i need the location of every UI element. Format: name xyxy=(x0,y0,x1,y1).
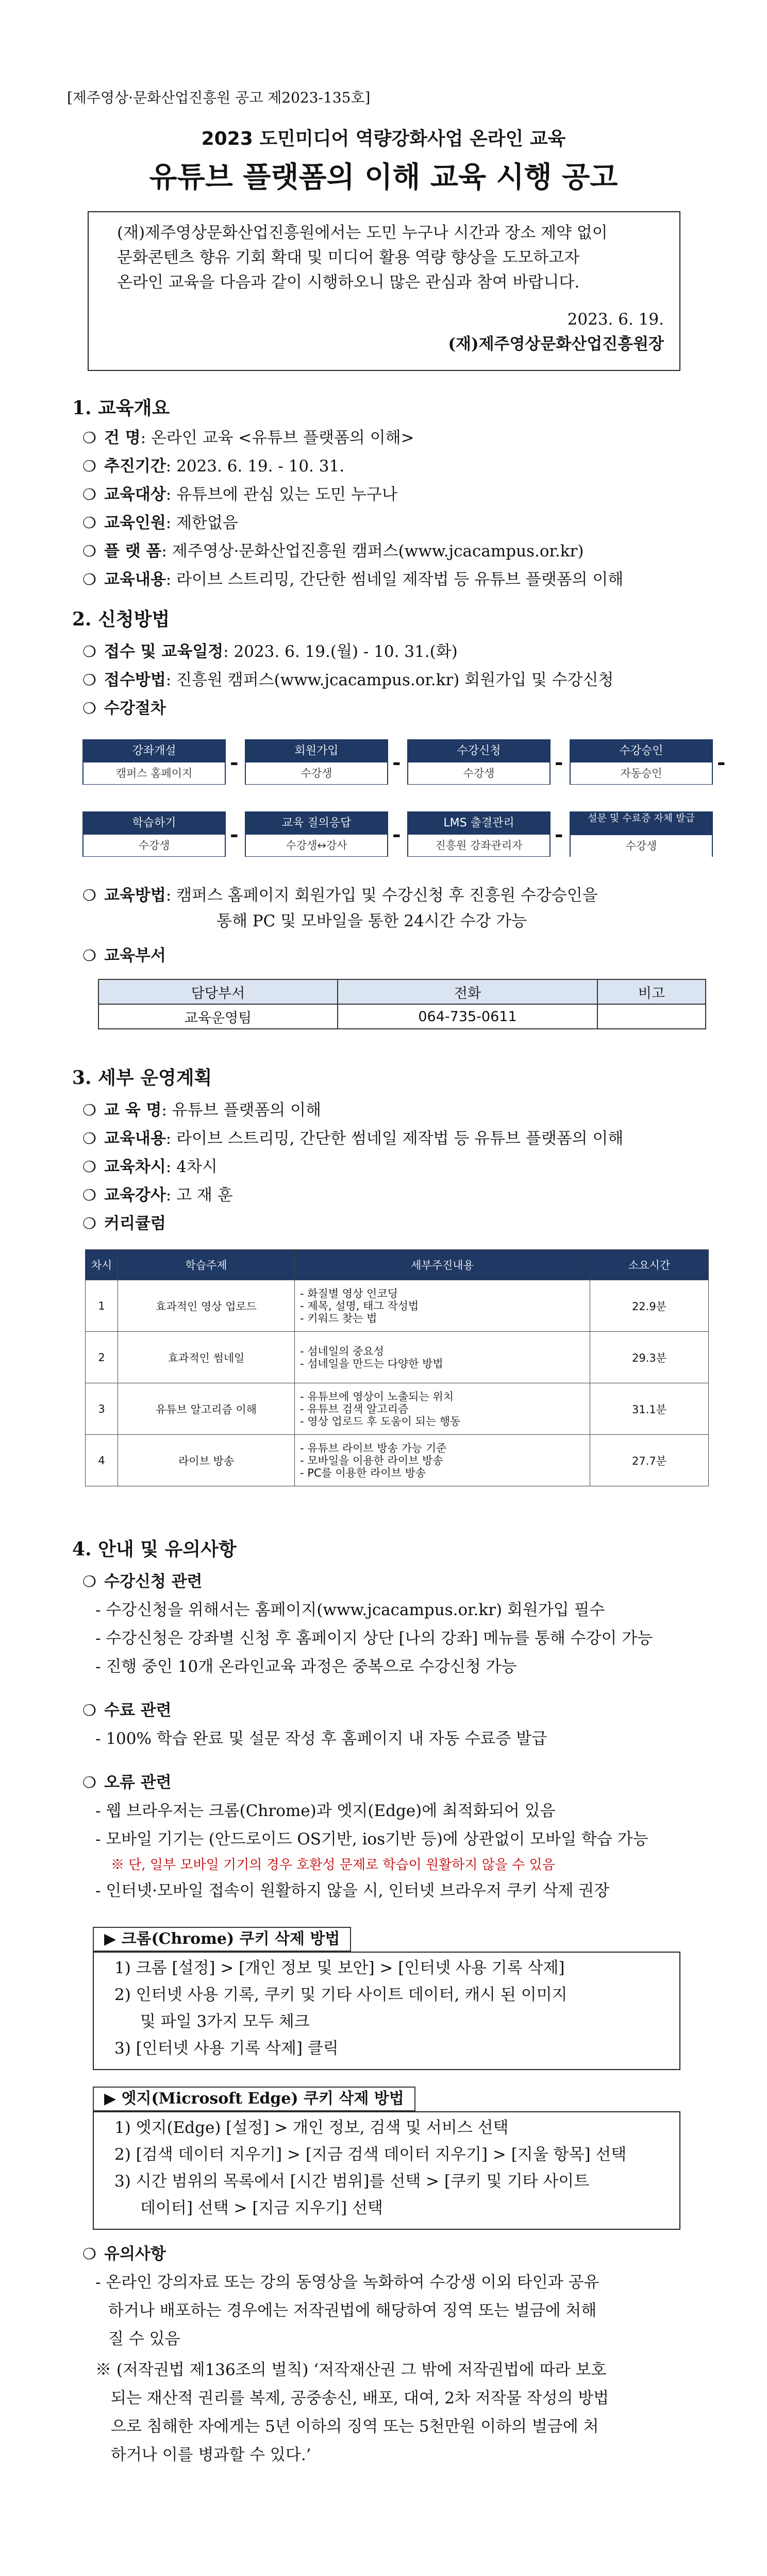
intro-date: 2023. 6. 19. xyxy=(567,310,664,329)
edu-method-line2: 통해 PC 및 모바일을 통한 24시간 수강 가능 xyxy=(216,912,527,930)
curriculum-header: 소요시간 xyxy=(590,1250,709,1280)
curriculum-header: 학습주제 xyxy=(118,1250,295,1280)
overview-item-capacity: ❍ 교육인원: 제한없음 xyxy=(82,513,238,534)
caution-title: ❍ 유의사항 xyxy=(82,2244,166,2265)
law-line: 하거나 이를 병과할 수 있다.’ xyxy=(111,2446,311,2464)
plan-item-sessions: ❍ 교육차시: 4차시 xyxy=(82,1157,218,1178)
intro-box xyxy=(88,211,680,371)
caution-line: 하거나 배포하는 경우에는 저작권법에 해당하여 징역 또는 벌금에 처해 xyxy=(108,2301,597,2320)
err-warning: ※ 단, 일부 모바일 기기의 경우 호환성 문제로 학습이 원활하지 않을 수 있음 xyxy=(111,1857,555,1873)
step-connector: - xyxy=(230,750,239,774)
overview-item-period: ❍ 추진기간: 2023. 6. 19. - 10. 31. xyxy=(82,456,344,477)
edge-tab: ▶ 엣지(Microsoft Edge) 쿠키 삭제 방법 xyxy=(93,2087,415,2111)
section-3-title: 3. 세부 운영계획 xyxy=(72,1067,212,1089)
process-step: 수강승인 자동승인 xyxy=(570,739,713,785)
edge-step: 3) 시간 범위의 목록에서 [시간 범위]를 선택 > [쿠키 및 기타 사이트 xyxy=(114,2172,590,2191)
section-1-title: 1. 교육개요 xyxy=(72,397,170,419)
table-row: 4 라이브 방송 - 유튜브 라이브 방송 가능 기준 - 모바일을 이용한 라이브 방송 - PC를 이용한 라이브 방송 27.7분 xyxy=(86,1435,709,1486)
law-line: ※ (저작권법 제136조의 벌칙) ‘저작재산권 그 밖에 저작권법에 따라 보호 xyxy=(95,2361,607,2379)
dept-cell: 교육운영팀 xyxy=(98,1004,338,1029)
chrome-step: 1) 크롬 [설정] > [개인 정보 및 보안] > [인터넷 사용 기록 삭제] xyxy=(114,1959,565,1977)
edge-box xyxy=(93,2111,680,2230)
dept-table xyxy=(98,979,706,1029)
table-row: 2 효과적인 썸네일 - 섬네일의 중요성 - 섬네일을 만드는 다양한 방법 29.3분 xyxy=(86,1332,709,1383)
plan-item-content: ❍ 교육내용: 라이브 스트리밍, 간단한 썸네일 제작법 등 유튜브 플랫폼의 이해 xyxy=(82,1128,623,1149)
apply-item-dept: ❍ 교육부서 xyxy=(82,945,166,967)
err-title: ❍ 오류 관련 xyxy=(82,1772,172,1793)
process-step: 강좌개설 캠퍼스 홈페이지 xyxy=(82,739,226,785)
law-line: 되는 재산적 권리를 복제, 공중송신, 배포, 대여, 2차 저작물 작성의 방법 xyxy=(111,2389,609,2408)
caution-line: - 온라인 강의자료 또는 강의 동영상을 녹화하여 수강생 이외 타인과 공유 xyxy=(95,2273,599,2292)
section-2-title: 2. 신청방법 xyxy=(72,608,170,630)
intro-line: 문화콘텐츠 향유 기회 확대 및 미디어 활용 역량 향상을 도모하고자 xyxy=(117,248,580,267)
step-connector: - xyxy=(555,822,563,846)
err-line: - 인터넷·모바일 접속이 원활하지 않을 시, 인터넷 브라우저 쿠키 삭제 권장 xyxy=(95,1882,610,1900)
chrome-tab: ▶ 크롬(Chrome) 쿠키 삭제 방법 xyxy=(93,1927,351,1952)
apply-item-schedule: ❍ 접수 및 교육일정: 2023. 6. 19.(월) - 10. 31.(화) xyxy=(82,641,458,663)
reg-line: - 수강신청을 위해서는 홈페이지(www.jcacampus.or.kr) 회원가입 필수 xyxy=(95,1601,605,1619)
chrome-step: 3) [인터넷 사용 기록 삭제] 클릭 xyxy=(114,2039,339,2058)
curriculum-header: 세부주진내용 xyxy=(295,1250,590,1280)
intro-line: (재)제주영상문화산업진흥원에서는 도민 누구나 시간과 장소 제약 없이 xyxy=(117,224,608,242)
dept-cell xyxy=(597,1004,706,1029)
notice-number: [제주영상·문화산업진흥원 공고 제2023-135호] xyxy=(67,89,371,106)
err-line: - 웹 브라우저는 크롬(Chrome)과 엣지(Edge)에 최적화되어 있음 xyxy=(95,1802,556,1820)
edge-step: 데이터] 선택 > [지금 지우기] 선택 xyxy=(140,2199,383,2217)
reg-line: - 진행 중인 10개 온라인교육 과정은 중복으로 수강신청 가능 xyxy=(95,1657,517,1676)
overview-item-target: ❍ 교육대상: 유튜브에 관심 있는 도민 누구나 xyxy=(82,484,397,505)
edge-step: 2) [검색 데이터 지우기] > [지금 검색 데이터 지우기] > [지울 항목] 선택 xyxy=(114,2145,627,2164)
dept-header: 비고 xyxy=(597,979,706,1004)
caution-line: 질 수 있음 xyxy=(108,2330,180,2348)
intro-org: (재)제주영상문화산업진흥원장 xyxy=(448,335,664,353)
process-step: 회원가입 수강생 xyxy=(245,739,388,785)
curriculum-header: 차시 xyxy=(86,1250,118,1280)
table-row: 1 효과적인 영상 업로드 - 화질별 영상 인코딩 - 제목, 설명, 태그 작성법 - 키워드 찾는 법 22.9분 xyxy=(86,1280,709,1332)
overview-item-name: ❍ 건 명: 온라인 교육 <유튜브 플랫폼의 이해> xyxy=(82,428,414,449)
process-step: LMS 출결관리 진흥원 강좌관리자 xyxy=(407,811,551,857)
cert-title: ❍ 수료 관련 xyxy=(82,1700,172,1721)
page-subtitle: 2023 도민미디어 역량강화사업 온라인 교육 xyxy=(201,128,566,149)
cert-line: - 100% 학습 완료 및 설문 작성 후 홈페이지 내 자동 수료증 발급 xyxy=(95,1730,547,1748)
edge-step: 1) 엣지(Edge) [설정] > 개인 정보, 검색 및 서비스 선택 xyxy=(114,2119,509,2137)
law-line: 으로 침해한 자에게는 5년 이하의 징역 또는 5천만원 이하의 벌금에 처 xyxy=(111,2417,599,2436)
apply-item-process: ❍ 수강절차 xyxy=(82,698,166,719)
plan-item-instructor: ❍ 교육강사: 고 재 훈 xyxy=(82,1185,233,1206)
curriculum-table xyxy=(85,1249,709,1486)
plan-item-name: ❍ 교 육 명: 유튜브 플랫폼의 이해 xyxy=(82,1100,321,1121)
step-connector: - xyxy=(230,822,239,846)
overview-item-platform: ❍ 플 랫 폼: 제주영상·문화산업진흥원 캠퍼스(www.jcacampus.or.kr) xyxy=(82,541,583,562)
reg-line: - 수강신청은 강좌별 신청 후 홈페이지 상단 [나의 강좌] 메뉴를 통해 수강이 가능 xyxy=(95,1629,653,1648)
step-connector: - xyxy=(717,750,726,774)
plan-item-curriculum: ❍ 커리큘럼 xyxy=(82,1213,166,1234)
dept-header: 담당부서 xyxy=(98,979,338,1004)
process-step: 수강신청 수강생 xyxy=(407,739,551,785)
process-step: 설문 및 수료증 자체 발급 수강생 xyxy=(570,811,713,857)
section-4-title: 4. 안내 및 유의사항 xyxy=(72,1538,237,1560)
chrome-step: 및 파일 3가지 모두 체크 xyxy=(140,2012,310,2031)
process-step: 교육 질의응답 수강생↔강사 xyxy=(245,811,388,857)
dept-cell: 064-735-0611 xyxy=(338,1004,597,1029)
chrome-box xyxy=(93,1952,680,2070)
err-line: - 모바일 기기는 (안드로이드 OS기반, ios기반 등)에 상관없이 모바일 학습 가능 xyxy=(95,1830,648,1849)
step-connector: - xyxy=(555,750,563,774)
overview-item-content: ❍ 교육내용: 라이브 스트리밍, 간단한 썸네일 제작법 등 유튜브 플랫폼의 이해 xyxy=(82,569,623,590)
apply-item-edu-method: ❍ 교육방법: 캠퍼스 홈페이지 회원가입 및 수강신청 후 진흥원 수강승인을 xyxy=(82,885,598,906)
page-title: 유튜브 플랫폼의 이해 교육 시행 공고 xyxy=(149,161,618,194)
table-row: 3 유튜브 알고리즘 이해 - 유튜브에 영상이 노출되는 위치 - 유튜브 검색 알고리즘 - 영상 업로드 후 도움이 되는 행동 31.1분 xyxy=(86,1383,709,1435)
step-connector: - xyxy=(392,750,401,774)
reg-title: ❍ 수강신청 관련 xyxy=(82,1571,202,1592)
dept-header: 전화 xyxy=(338,979,597,1004)
chrome-step: 2) 인터넷 사용 기록, 쿠키 및 기타 사이트 데이터, 캐시 된 이미지 xyxy=(114,1986,568,2004)
process-step: 학습하기 수강생 xyxy=(82,811,226,857)
step-connector: - xyxy=(392,822,401,846)
intro-line: 온라인 교육을 다음과 같이 시행하오니 많은 관심과 참여 바랍니다. xyxy=(117,273,580,292)
apply-item-method: ❍ 접수방법: 진흥원 캠퍼스(www.jcacampus.or.kr) 회원가입 및 수강신청 xyxy=(82,670,613,691)
